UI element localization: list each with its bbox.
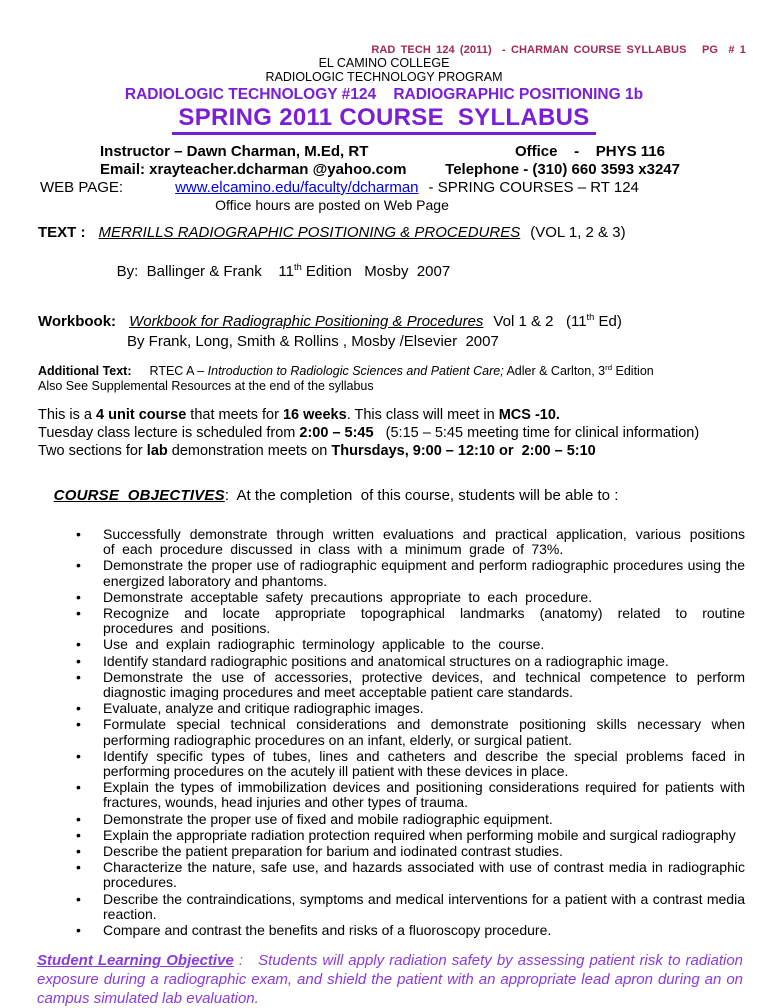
slo-heading: Student Learning Objective (37, 952, 234, 970)
objective-item: • Characterize the nature, safe use, and hazards associated with use of contrast media in radiographic procedures. (103, 860, 745, 890)
additional-book-title: Introduction to Radiologic Sciences and Patient Care; (207, 364, 504, 378)
course-meeting-info: This is a 4 unit course that meets for 16 weeks. This class will meet in MCS -10. (38, 407, 560, 423)
workbook-by-line: By Frank, Long, Smith & Rollins , Mosby /Elsevier 2007 (127, 333, 499, 350)
additional-authors: Adler & Carlton, 3 (503, 364, 606, 378)
lecture-schedule: Tuesday class lecture is scheduled from 2:00 – 5:45 (5:15 – 5:45 meeting time for clinical information) (38, 425, 700, 441)
workbook-section (0, 312, 768, 331)
additional-text-section (0, 364, 768, 379)
telephone-number: Telephone - (310) 660 3593 x3247 (445, 161, 680, 178)
instructor-name: Instructor – Dawn Charman, M.Ed, RT (100, 143, 369, 160)
course-objectives-list (0, 527, 768, 938)
page-title-wrap (0, 105, 768, 135)
objective-item: • Explain the types of immobilization devices and positioning considerations required for patients with fractures, wounds, head injuries and other types of trauma. (103, 780, 745, 810)
instructor-email: Email: xrayteacher.dcharman @yahoo.com (100, 161, 407, 178)
course-info-paragraph (0, 406, 768, 460)
webpage-link[interactable]: www.elcamino.edu/faculty/dcharman (175, 179, 419, 196)
page-header: RAD TECH 124 (2011) - CHARMAN COURSE SYLLABUS PG # 1 (371, 44, 746, 56)
course-title-line: RADIOLOGIC TECHNOLOGY #124 RADIOGRAPHIC POSITIONING 1b (124, 86, 644, 103)
objective-item: • Demonstrate the use of accessories, protective devices, and technical competence to perform diagnostic imaging procedures and meet acceptable patient care standards. (103, 670, 745, 700)
office-hours-note: Office hours are posted on Web Page (215, 197, 449, 213)
objective-item: • Explain the appropriate radiation protection required when performing mobile and surgical radiography (103, 828, 745, 843)
objective-item: • Describe the patient preparation for barium and iodinated contrast studies. (103, 844, 745, 859)
student-learning-objective (37, 951, 743, 1008)
text-book-title: MERRILLS RADIOGRAPHIC POSITIONING & PROCEDURES (98, 224, 521, 241)
workbook-volumes (493, 313, 621, 330)
webpage-suffix: - SPRING COURSES – RT 124 (428, 179, 639, 196)
instructor-line-2 (0, 161, 768, 179)
webpage-line (0, 179, 768, 197)
objective-item: • Demonstrate the proper use of radiographic equipment and perform radiographic procedures using the energized laboratory and phantoms. (103, 558, 745, 588)
objective-item: • Demonstrate the proper use of fixed and mobile radiographic equipment. (103, 812, 745, 827)
objective-item: • Describe the contraindications, symptoms and medical interventions for a patient with a contrast media reaction. (103, 892, 745, 922)
supplemental-resources-note: Also See Supplemental Resources at the end of the syllabus (38, 379, 374, 393)
objective-item: • Compare and contrast the benefits and risks of a fluoroscopy procedure. (103, 923, 745, 938)
objective-item: • Formulate special technical considerations and demonstrate positioning skills necessary when performing radiographic procedures on an infant, elderly, or surgical patient. (103, 717, 745, 747)
edition-superscript: th (586, 312, 595, 322)
page-title: SPRING 2011 COURSE SYLLABUS (172, 105, 595, 135)
text-section (0, 223, 768, 242)
lab-schedule: Two sections for lab demonstration meets on Thursdays, 9:00 – 12:10 or 2:00 – 5:10 (38, 443, 596, 459)
webpage-label: WEB PAGE: (40, 179, 124, 196)
office-location: Office - PHYS 116 (514, 143, 665, 160)
objective-item: • Evaluate, analyze and critique radiographic images. (103, 701, 745, 716)
slo-text: Students will apply radiation safety by assessing patient risk to radiation exposure during a radiographic exam, and shield the patient with an appropriate lead apron during an on campus simulated lab evaluation. (37, 952, 744, 1008)
objective-item: • Identify specific types of tubes, lines and catheters and describe the special problems faced in performing procedures on the acutely ill patient with these devices in place. (103, 749, 745, 779)
course-objectives-intro: : At the completion of this course, students will be able to : (224, 487, 619, 504)
additional-text-pre: RTEC A – (149, 364, 208, 378)
text-label: TEXT : (38, 224, 86, 241)
course-objectives-heading: COURSE OBJECTIVES (53, 487, 225, 504)
workbook-label: Workbook: (38, 313, 117, 330)
objective-item: • Recognize and locate appropriate topographical landmarks (anatomy) related to routine procedures and positions. (103, 606, 745, 636)
objective-item: • Demonstrate acceptable safety precautions appropriate to each procedure. (103, 590, 745, 605)
instructor-block (0, 143, 768, 214)
objective-item: • Successfully demonstrate through written evaluations and practical application, various positions of each procedure discussed in class with a minimum grade of 73%. (103, 527, 745, 557)
workbook-title: Workbook for Radiographic Positioning & Procedures (129, 313, 484, 330)
course-objectives-heading-line (0, 467, 768, 524)
program-name: RADIOLOGIC TECHNOLOGY PROGRAM (265, 70, 503, 84)
edition-superscript: rd (605, 362, 613, 372)
objective-item: • Use and explain radiographic terminology applicable to the course. (103, 637, 745, 652)
text-by-line (0, 243, 768, 300)
additional-text-label: Additional Text: (38, 364, 132, 378)
text-by-pre: By: Ballinger & Frank 11 (116, 263, 294, 280)
additional-edition: Edition (612, 364, 654, 378)
edition-superscript: th (293, 262, 302, 272)
workbook-vol-pre: Vol 1 & 2 (11 (493, 313, 587, 330)
college-name: EL CAMINO COLLEGE (318, 56, 450, 70)
slo-separator: : (233, 952, 259, 970)
text-by-post: Edition Mosby 2007 (301, 263, 451, 280)
workbook-vol-post: Ed) (594, 313, 622, 330)
text-volumes: (VOL 1, 2 & 3) (530, 224, 626, 241)
objective-item: • Identify standard radiographic positions and anatomical structures on a radiographic image. (103, 654, 745, 669)
instructor-line-1 (0, 143, 768, 161)
